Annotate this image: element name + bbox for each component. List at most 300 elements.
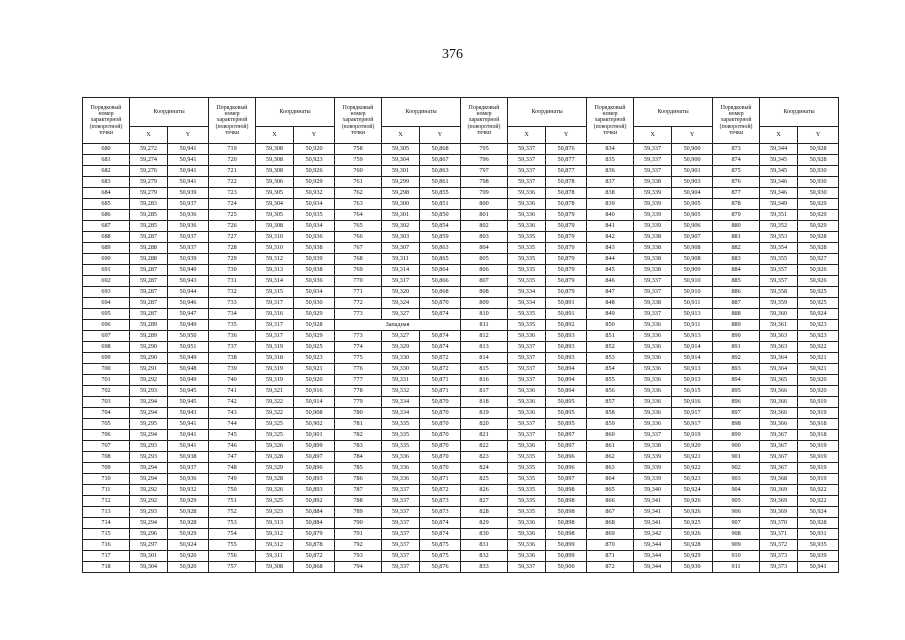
x-coordinate-cell: 59,337 xyxy=(382,529,420,540)
x-coordinate-cell: 59,297 xyxy=(130,540,168,551)
y-coordinate-cell: 50,895 xyxy=(546,397,587,408)
x-coordinate-cell: 59,339 xyxy=(634,210,672,221)
x-coordinate-cell: 59,330 xyxy=(382,353,420,364)
y-coordinate-cell: 50,898 xyxy=(546,507,587,518)
y-coordinate-cell: 50,863 xyxy=(420,166,461,177)
point-number-cell: 698 xyxy=(83,342,130,353)
point-number-cell: 692 xyxy=(83,276,130,287)
x-coordinate-cell: 59,336 xyxy=(508,441,546,452)
x-coordinate-cell: 59,336 xyxy=(382,474,420,485)
y-coordinate-cell: 50,918 xyxy=(798,419,839,430)
x-coordinate-cell: 59,337 xyxy=(508,144,546,155)
x-coordinate-cell: 59,319 xyxy=(256,364,294,375)
x-coordinate-cell: 59,344 xyxy=(760,144,798,155)
y-coordinate-cell: 50,913 xyxy=(672,364,713,375)
point-number-cell: 721 xyxy=(209,166,256,177)
y-coordinate-cell: 50,929 xyxy=(168,529,209,540)
table-row xyxy=(83,309,839,320)
point-number-cell: 739 xyxy=(209,364,256,375)
point-number-cell: 682 xyxy=(83,166,130,177)
y-coordinate-cell: 50,892 xyxy=(546,320,587,331)
x-coordinate-cell: 59,336 xyxy=(634,353,672,364)
point-number-cell: 706 xyxy=(83,430,130,441)
point-number-cell: 893 xyxy=(713,364,760,375)
x-coordinate-cell: 59,337 xyxy=(634,144,672,155)
y-coordinate-cell: 50,932 xyxy=(294,188,335,199)
x-coordinate-cell: 59,311 xyxy=(256,551,294,562)
y-coordinate-cell: 50,861 xyxy=(420,177,461,188)
point-number-cell: 842 xyxy=(587,232,634,243)
y-coordinate-cell: 50,937 xyxy=(168,232,209,243)
y-coordinate-cell: 50,949 xyxy=(168,353,209,364)
point-number-cell: 755 xyxy=(209,540,256,551)
x-coordinate-cell: 59,337 xyxy=(508,353,546,364)
point-number-cell: 881 xyxy=(713,232,760,243)
x-coordinate-cell: 59,366 xyxy=(760,408,798,419)
table-row xyxy=(83,276,839,287)
point-number-cell: 803 xyxy=(461,232,508,243)
table-row xyxy=(83,199,839,210)
point-number-cell: 854 xyxy=(587,364,634,375)
y-coordinate-cell: 50,870 xyxy=(420,419,461,430)
table-row xyxy=(83,155,839,166)
x-coordinate-cell: 59,337 xyxy=(382,518,420,529)
x-coordinate-cell: 59,345 xyxy=(760,166,798,177)
x-coordinate-cell: 59,287 xyxy=(130,298,168,309)
point-number-cell: 771 xyxy=(335,287,382,298)
table-row xyxy=(83,287,839,298)
x-coordinate-cell: 59,337 xyxy=(382,507,420,518)
y-coordinate-cell: 50,922 xyxy=(672,463,713,474)
x-coordinate-cell: 59,322 xyxy=(256,397,294,408)
y-coordinate-cell: 50,855 xyxy=(420,188,461,199)
point-number-cell: 869 xyxy=(587,529,634,540)
y-coordinate-cell: 50,854 xyxy=(420,221,461,232)
y-coordinate-cell: 50,874 xyxy=(420,518,461,529)
point-number-cell: 911 xyxy=(713,562,760,573)
point-number-cell: 870 xyxy=(587,540,634,551)
y-coordinate-cell: 50,870 xyxy=(420,430,461,441)
point-number-cell: 885 xyxy=(713,276,760,287)
y-coordinate-cell: 50,895 xyxy=(546,419,587,430)
table-row xyxy=(83,430,839,441)
point-number-cell: 899 xyxy=(713,430,760,441)
y-coordinate-cell: 50,921 xyxy=(798,364,839,375)
x-coordinate-cell: 59,294 xyxy=(130,474,168,485)
point-number-cell: 831 xyxy=(461,540,508,551)
y-coordinate-cell: 50,876 xyxy=(546,144,587,155)
x-coordinate-cell: 59,337 xyxy=(508,419,546,430)
x-coordinate-cell: 59,337 xyxy=(634,430,672,441)
point-number-cell: 884 xyxy=(713,265,760,276)
x-coordinate-cell: 59,335 xyxy=(508,232,546,243)
point-number-cell: 779 xyxy=(335,397,382,408)
y-coordinate-cell: 50,892 xyxy=(294,496,335,507)
point-number-cell: 857 xyxy=(587,397,634,408)
x-coordinate-cell: 59,336 xyxy=(508,551,546,562)
x-coordinate-cell: 59,335 xyxy=(508,474,546,485)
table-row xyxy=(83,298,839,309)
point-number-cell: 798 xyxy=(461,177,508,188)
y-coordinate-cell: 50,920 xyxy=(798,375,839,386)
y-coordinate-cell: 50,928 xyxy=(798,243,839,254)
table-row xyxy=(83,243,839,254)
point-number-cell: 700 xyxy=(83,364,130,375)
x-header: X xyxy=(634,127,672,144)
y-coordinate-cell: 50,877 xyxy=(546,166,587,177)
table-row xyxy=(83,507,839,518)
point-number-cell: 856 xyxy=(587,386,634,397)
x-coordinate-cell: 59,365 xyxy=(760,375,798,386)
x-coordinate-cell: 59,344 xyxy=(634,540,672,551)
x-coordinate-cell: 59,336 xyxy=(508,221,546,232)
coordinates-header: Координаты xyxy=(760,98,839,127)
x-coordinate-cell: 59,292 xyxy=(130,375,168,386)
x-coordinate-cell: 59,338 xyxy=(634,265,672,276)
x-coordinate-cell: 59,337 xyxy=(508,166,546,177)
x-coordinate-cell: 59,335 xyxy=(382,419,420,430)
point-number-cell: 768 xyxy=(335,254,382,265)
y-header: Y xyxy=(798,127,839,144)
x-coordinate-cell: 59,336 xyxy=(634,386,672,397)
x-coordinate-cell: 59,345 xyxy=(760,155,798,166)
x-coordinate-cell: 59,312 xyxy=(256,529,294,540)
y-coordinate-cell: 50,926 xyxy=(798,276,839,287)
y-coordinate-cell: 50,919 xyxy=(672,430,713,441)
x-coordinate-cell: 59,308 xyxy=(256,562,294,573)
y-coordinate-cell: 50,928 xyxy=(168,507,209,518)
x-coordinate-cell: 59,336 xyxy=(508,188,546,199)
point-number-cell: 793 xyxy=(335,551,382,562)
y-coordinate-cell: 50,938 xyxy=(294,265,335,276)
y-coordinate-cell: 50,863 xyxy=(420,243,461,254)
y-coordinate-cell: 50,930 xyxy=(672,562,713,573)
x-coordinate-cell: 59,339 xyxy=(634,463,672,474)
y-coordinate-cell: 50,879 xyxy=(546,221,587,232)
point-number-cell: 853 xyxy=(587,353,634,364)
y-coordinate-cell: 50,928 xyxy=(798,518,839,529)
point-number-cell: 788 xyxy=(335,496,382,507)
point-number-cell: 876 xyxy=(713,177,760,188)
y-coordinate-cell: 50,879 xyxy=(546,254,587,265)
table-row xyxy=(83,496,839,507)
x-coordinate-cell: 59,335 xyxy=(382,441,420,452)
point-number-cell: 775 xyxy=(335,353,382,364)
y-coordinate-cell: 50,924 xyxy=(672,485,713,496)
y-coordinate-cell: 50,917 xyxy=(672,408,713,419)
y-coordinate-cell: 50,879 xyxy=(546,265,587,276)
x-coordinate-cell: 59,294 xyxy=(130,463,168,474)
point-number-cell: 686 xyxy=(83,210,130,221)
point-number-cell: 858 xyxy=(587,408,634,419)
point-number-cell: 888 xyxy=(713,309,760,320)
x-coordinate-cell: 59,293 xyxy=(130,507,168,518)
x-coordinate-cell: 59,336 xyxy=(634,331,672,342)
table-row xyxy=(83,540,839,551)
point-number-cell: 819 xyxy=(461,408,508,419)
point-number-cell: 718 xyxy=(83,562,130,573)
point-number-cell: 740 xyxy=(209,375,256,386)
point-number-cell: 906 xyxy=(713,507,760,518)
point-number-cell: 764 xyxy=(335,210,382,221)
point-number-cell: 820 xyxy=(461,419,508,430)
point-number-cell: 828 xyxy=(461,507,508,518)
x-coordinate-cell: 59,336 xyxy=(634,397,672,408)
point-number-cell: 791 xyxy=(335,529,382,540)
x-coordinate-cell: 59,373 xyxy=(760,562,798,573)
x-coordinate-cell: 59,292 xyxy=(130,496,168,507)
y-coordinate-cell: 50,920 xyxy=(168,562,209,573)
x-coordinate-cell: 59,304 xyxy=(256,199,294,210)
y-coordinate-cell: 50,928 xyxy=(798,144,839,155)
table-row xyxy=(83,254,839,265)
point-number-cell: 821 xyxy=(461,430,508,441)
point-number-cell: 879 xyxy=(713,210,760,221)
x-coordinate-cell: 59,306 xyxy=(256,177,294,188)
point-number-cell: 699 xyxy=(83,353,130,364)
x-coordinate-cell: 59,293 xyxy=(130,441,168,452)
x-coordinate-cell: 59,317 xyxy=(382,276,420,287)
point-number-cell: 883 xyxy=(713,254,760,265)
y-coordinate-cell: 50,897 xyxy=(546,441,587,452)
y-coordinate-cell: 50,929 xyxy=(672,551,713,562)
point-number-cell: 707 xyxy=(83,441,130,452)
x-coordinate-cell: 59,327 xyxy=(382,331,420,342)
x-coordinate-cell: 59,361 xyxy=(760,320,798,331)
point-number-cell: 744 xyxy=(209,419,256,430)
y-coordinate-cell: 50,928 xyxy=(168,518,209,529)
point-number-cell: 697 xyxy=(83,331,130,342)
point-number-cell: 860 xyxy=(587,430,634,441)
x-coordinate-cell: 59,340 xyxy=(634,485,672,496)
y-coordinate-cell: 50,875 xyxy=(420,540,461,551)
y-coordinate-cell: 50,872 xyxy=(420,353,461,364)
table-row xyxy=(83,188,839,199)
point-number-cell: 871 xyxy=(587,551,634,562)
point-number-cell: 786 xyxy=(335,474,382,485)
point-number-cell: 865 xyxy=(587,485,634,496)
x-coordinate-cell: 59,339 xyxy=(634,199,672,210)
x-coordinate-cell: 59,359 xyxy=(760,298,798,309)
y-coordinate-cell: 50,941 xyxy=(168,144,209,155)
y-coordinate-cell: 50,935 xyxy=(798,540,839,551)
y-coordinate-cell: 50,875 xyxy=(420,551,461,562)
point-number-cell: 863 xyxy=(587,463,634,474)
table-row xyxy=(83,408,839,419)
y-coordinate-cell: 50,905 xyxy=(672,199,713,210)
point-number-header: Порядковый номер характерной (поворотной) точки xyxy=(83,98,130,144)
x-coordinate-cell: 59,289 xyxy=(130,320,168,331)
y-coordinate-cell: 50,943 xyxy=(168,276,209,287)
x-coordinate-cell: 59,352 xyxy=(760,221,798,232)
y-coordinate-cell: 50,947 xyxy=(168,309,209,320)
y-coordinate-cell: 50,874 xyxy=(420,309,461,320)
y-header: Y xyxy=(672,127,713,144)
point-number-cell: 834 xyxy=(587,144,634,155)
y-coordinate-cell: 50,873 xyxy=(420,507,461,518)
y-coordinate-cell: 50,936 xyxy=(168,474,209,485)
x-coordinate-cell: 59,337 xyxy=(634,166,672,177)
point-number-cell: 743 xyxy=(209,408,256,419)
x-coordinate-cell: 59,336 xyxy=(508,210,546,221)
table-row xyxy=(83,221,839,232)
point-number-cell: 753 xyxy=(209,518,256,529)
y-coordinate-cell: 50,872 xyxy=(420,485,461,496)
point-number-cell: 823 xyxy=(461,452,508,463)
y-coordinate-cell: 50,872 xyxy=(420,364,461,375)
point-number-cell: 873 xyxy=(713,144,760,155)
y-coordinate-cell: 50,874 xyxy=(420,331,461,342)
point-number-cell: 746 xyxy=(209,441,256,452)
y-coordinate-cell: 50,916 xyxy=(672,397,713,408)
y-coordinate-cell: 50,904 xyxy=(672,188,713,199)
y-coordinate-cell: 50,951 xyxy=(168,342,209,353)
x-coordinate-cell: 59,319 xyxy=(256,375,294,386)
y-coordinate-cell: 50,900 xyxy=(672,144,713,155)
x-coordinate-cell: 59,338 xyxy=(634,243,672,254)
point-number-cell: 715 xyxy=(83,529,130,540)
x-coordinate-cell: 59,335 xyxy=(508,496,546,507)
point-number-cell: 733 xyxy=(209,298,256,309)
point-number-cell: 805 xyxy=(461,254,508,265)
point-number-cell: 757 xyxy=(209,562,256,573)
x-coordinate-cell: 59,288 xyxy=(130,254,168,265)
x-coordinate-cell: 59,294 xyxy=(130,518,168,529)
x-coordinate-cell: 59,325 xyxy=(256,430,294,441)
point-number-cell: 877 xyxy=(713,188,760,199)
x-coordinate-cell: 59,310 xyxy=(256,232,294,243)
point-number-cell: 880 xyxy=(713,221,760,232)
y-coordinate-cell: 50,928 xyxy=(798,155,839,166)
y-coordinate-cell: 50,893 xyxy=(546,342,587,353)
y-coordinate-cell: 50,918 xyxy=(798,430,839,441)
coordinates-header: Координаты xyxy=(508,98,587,127)
x-coordinate-cell: 59,319 xyxy=(256,342,294,353)
x-coordinate-cell: 59,316 xyxy=(256,309,294,320)
x-coordinate-cell: 59,327 xyxy=(382,309,420,320)
y-coordinate-cell: 50,896 xyxy=(294,463,335,474)
x-coordinate-cell: 59,296 xyxy=(130,529,168,540)
y-coordinate-cell: 50,893 xyxy=(546,353,587,364)
point-number-cell: 845 xyxy=(587,265,634,276)
x-coordinate-cell: 59,337 xyxy=(382,562,420,573)
y-coordinate-cell: 50,898 xyxy=(546,529,587,540)
section-marker: Западная xyxy=(335,320,461,331)
y-coordinate-cell: 50,877 xyxy=(546,155,587,166)
y-coordinate-cell: 50,921 xyxy=(672,452,713,463)
x-coordinate-cell: 59,369 xyxy=(760,485,798,496)
y-coordinate-cell: 50,923 xyxy=(294,155,335,166)
point-number-cell: 724 xyxy=(209,199,256,210)
point-number-cell: 841 xyxy=(587,221,634,232)
point-number-cell: 830 xyxy=(461,529,508,540)
y-coordinate-cell: 50,905 xyxy=(672,210,713,221)
point-number-cell: 826 xyxy=(461,485,508,496)
point-number-cell: 810 xyxy=(461,309,508,320)
x-coordinate-cell: 59,336 xyxy=(634,408,672,419)
point-number-cell: 781 xyxy=(335,419,382,430)
x-coordinate-cell: 59,344 xyxy=(634,562,672,573)
x-coordinate-cell: 59,351 xyxy=(760,210,798,221)
y-coordinate-cell: 50,939 xyxy=(168,188,209,199)
point-number-cell: 722 xyxy=(209,177,256,188)
y-coordinate-cell: 50,896 xyxy=(546,463,587,474)
x-coordinate-cell: 59,336 xyxy=(508,199,546,210)
x-coordinate-cell: 59,338 xyxy=(634,441,672,452)
x-coordinate-cell: 59,305 xyxy=(382,144,420,155)
y-coordinate-cell: 50,923 xyxy=(798,331,839,342)
point-number-cell: 796 xyxy=(461,155,508,166)
y-coordinate-cell: 50,922 xyxy=(798,496,839,507)
point-number-cell: 691 xyxy=(83,265,130,276)
x-coordinate-cell: 59,274 xyxy=(130,155,168,166)
y-coordinate-cell: 50,879 xyxy=(546,243,587,254)
x-coordinate-cell: 59,276 xyxy=(130,166,168,177)
x-coordinate-cell: 59,285 xyxy=(130,221,168,232)
point-number-cell: 787 xyxy=(335,485,382,496)
x-coordinate-cell: 59,294 xyxy=(130,397,168,408)
table-row xyxy=(83,419,839,430)
point-number-cell: 728 xyxy=(209,243,256,254)
point-number-cell: 882 xyxy=(713,243,760,254)
point-number-cell: 693 xyxy=(83,287,130,298)
x-coordinate-cell: 59,355 xyxy=(760,254,798,265)
point-number-cell: 723 xyxy=(209,188,256,199)
x-coordinate-cell: 59,285 xyxy=(130,210,168,221)
point-number-cell: 694 xyxy=(83,298,130,309)
y-coordinate-cell: 50,910 xyxy=(672,276,713,287)
y-coordinate-cell: 50,917 xyxy=(672,419,713,430)
x-coordinate-cell: 59,304 xyxy=(382,155,420,166)
y-coordinate-cell: 50,929 xyxy=(798,210,839,221)
point-number-cell: 748 xyxy=(209,463,256,474)
y-coordinate-cell: 50,864 xyxy=(420,265,461,276)
y-coordinate-cell: 50,927 xyxy=(798,254,839,265)
y-coordinate-cell: 50,938 xyxy=(294,243,335,254)
point-number-cell: 815 xyxy=(461,364,508,375)
x-coordinate-cell: 59,334 xyxy=(382,408,420,419)
y-coordinate-cell: 50,920 xyxy=(672,441,713,452)
y-coordinate-cell: 50,899 xyxy=(546,540,587,551)
x-coordinate-cell: 59,287 xyxy=(130,265,168,276)
point-number-cell: 829 xyxy=(461,518,508,529)
x-coordinate-cell: 59,305 xyxy=(256,188,294,199)
y-coordinate-cell: 50,920 xyxy=(294,144,335,155)
point-number-cell: 785 xyxy=(335,463,382,474)
x-coordinate-cell: 59,331 xyxy=(382,375,420,386)
x-coordinate-cell: 59,308 xyxy=(256,221,294,232)
y-coordinate-cell: 50,874 xyxy=(420,342,461,353)
x-coordinate-cell: 59,332 xyxy=(382,386,420,397)
table-row xyxy=(83,518,839,529)
point-number-cell: 832 xyxy=(461,551,508,562)
y-coordinate-cell: 50,870 xyxy=(420,441,461,452)
x-coordinate-cell: 59,289 xyxy=(130,331,168,342)
y-coordinate-cell: 50,879 xyxy=(546,232,587,243)
x-coordinate-cell: 59,326 xyxy=(256,485,294,496)
x-coordinate-cell: 59,305 xyxy=(256,210,294,221)
point-number-cell: 866 xyxy=(587,496,634,507)
x-coordinate-cell: 59,287 xyxy=(130,232,168,243)
y-coordinate-cell: 50,871 xyxy=(420,386,461,397)
y-coordinate-cell: 50,872 xyxy=(294,551,335,562)
point-number-cell: 897 xyxy=(713,408,760,419)
table-row xyxy=(83,265,839,276)
point-number-cell: 774 xyxy=(335,342,382,353)
x-coordinate-cell: 59,295 xyxy=(130,419,168,430)
point-number-cell: 717 xyxy=(83,551,130,562)
y-coordinate-cell: 50,915 xyxy=(672,386,713,397)
